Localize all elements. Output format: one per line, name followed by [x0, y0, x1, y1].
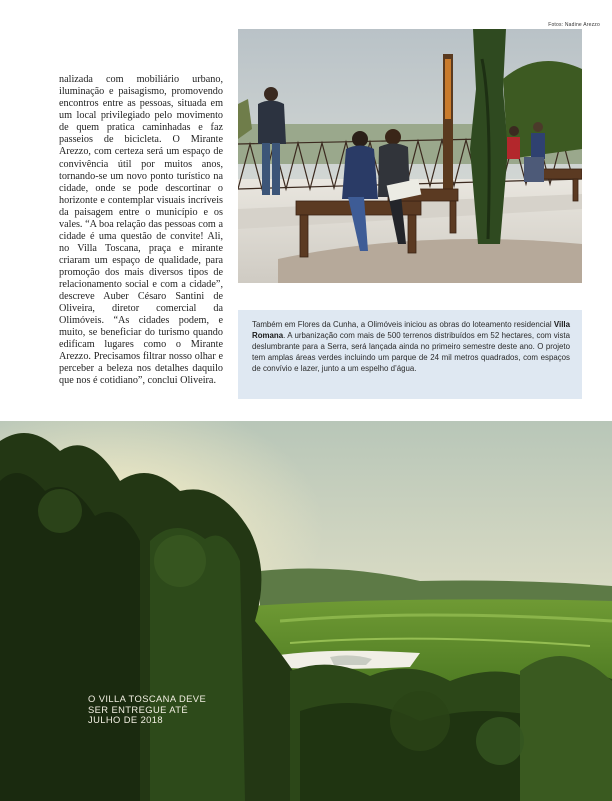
caption-highlight: Villa Romana	[252, 320, 570, 340]
mirante-scene	[238, 29, 582, 283]
caption-text-before: Também em Flores da Cunha, a Olimóveis iniciou as obras do loteamento residencial	[252, 320, 554, 329]
mirante-photo	[238, 29, 582, 283]
villa-toscana-landscape-photo	[0, 421, 612, 801]
caption-text	[252, 319, 570, 374]
landscape-scene	[0, 421, 612, 801]
caption-text-after: . A urbanização com mais de 500 terrenos distribuídos em 52 hectares, com vista deslumbrante para a Serra, será lançada ainda no primeiro semestre deste ano. O projeto tem amplas áreas verdes incluindo um parque de 24 mil metros quadrados, com espaços de convívio e lazer, junto a um espelho d’água.	[252, 331, 570, 373]
article-body-text: nalizada com mobiliário urbano, iluminação e paisagismo, promovendo encontros entre as pessoas, situada em um local privilegiado pelo movimento de quem pratica caminhadas e faz passeios de bicicleta. O Mirante Arezzo, com certeza será um espaço de convivência útil por muitos anos, tornando-se um novo ponto turístico na cidade, onde se pode descortinar o horizonte e contemplar visuais incríveis da paisagem entre o município e os vales. “A boa relação das pessoas com a cidade é uma questão de convite! Ali, no Villa Toscana, praça e mirante criaram um espaço de qualidade, para promoção dos mais diversos tipos de relacionamento social e com a cidade”, descreve Auber Césaro Santini de Oliveira, diretor comercial da Olimóveis. “As cidades podem, e muito, se beneficiar do turismo quando edificam lugares como o Mirante Arezzo. Precisamos filtrar nosso olhar e perceber a beleza nos detalhes daquilo que nos é cotidiano”, conclui Oliveira.	[59, 74, 223, 387]
landscape-photo-caption: O VILLA TOSCANA DEVE SER ENTREGUE ATÉ JULHO DE 2018	[88, 693, 207, 725]
villa-romana-caption-box	[238, 310, 582, 399]
photo-credit: Fotos: Nadine Arezzo	[548, 22, 600, 28]
